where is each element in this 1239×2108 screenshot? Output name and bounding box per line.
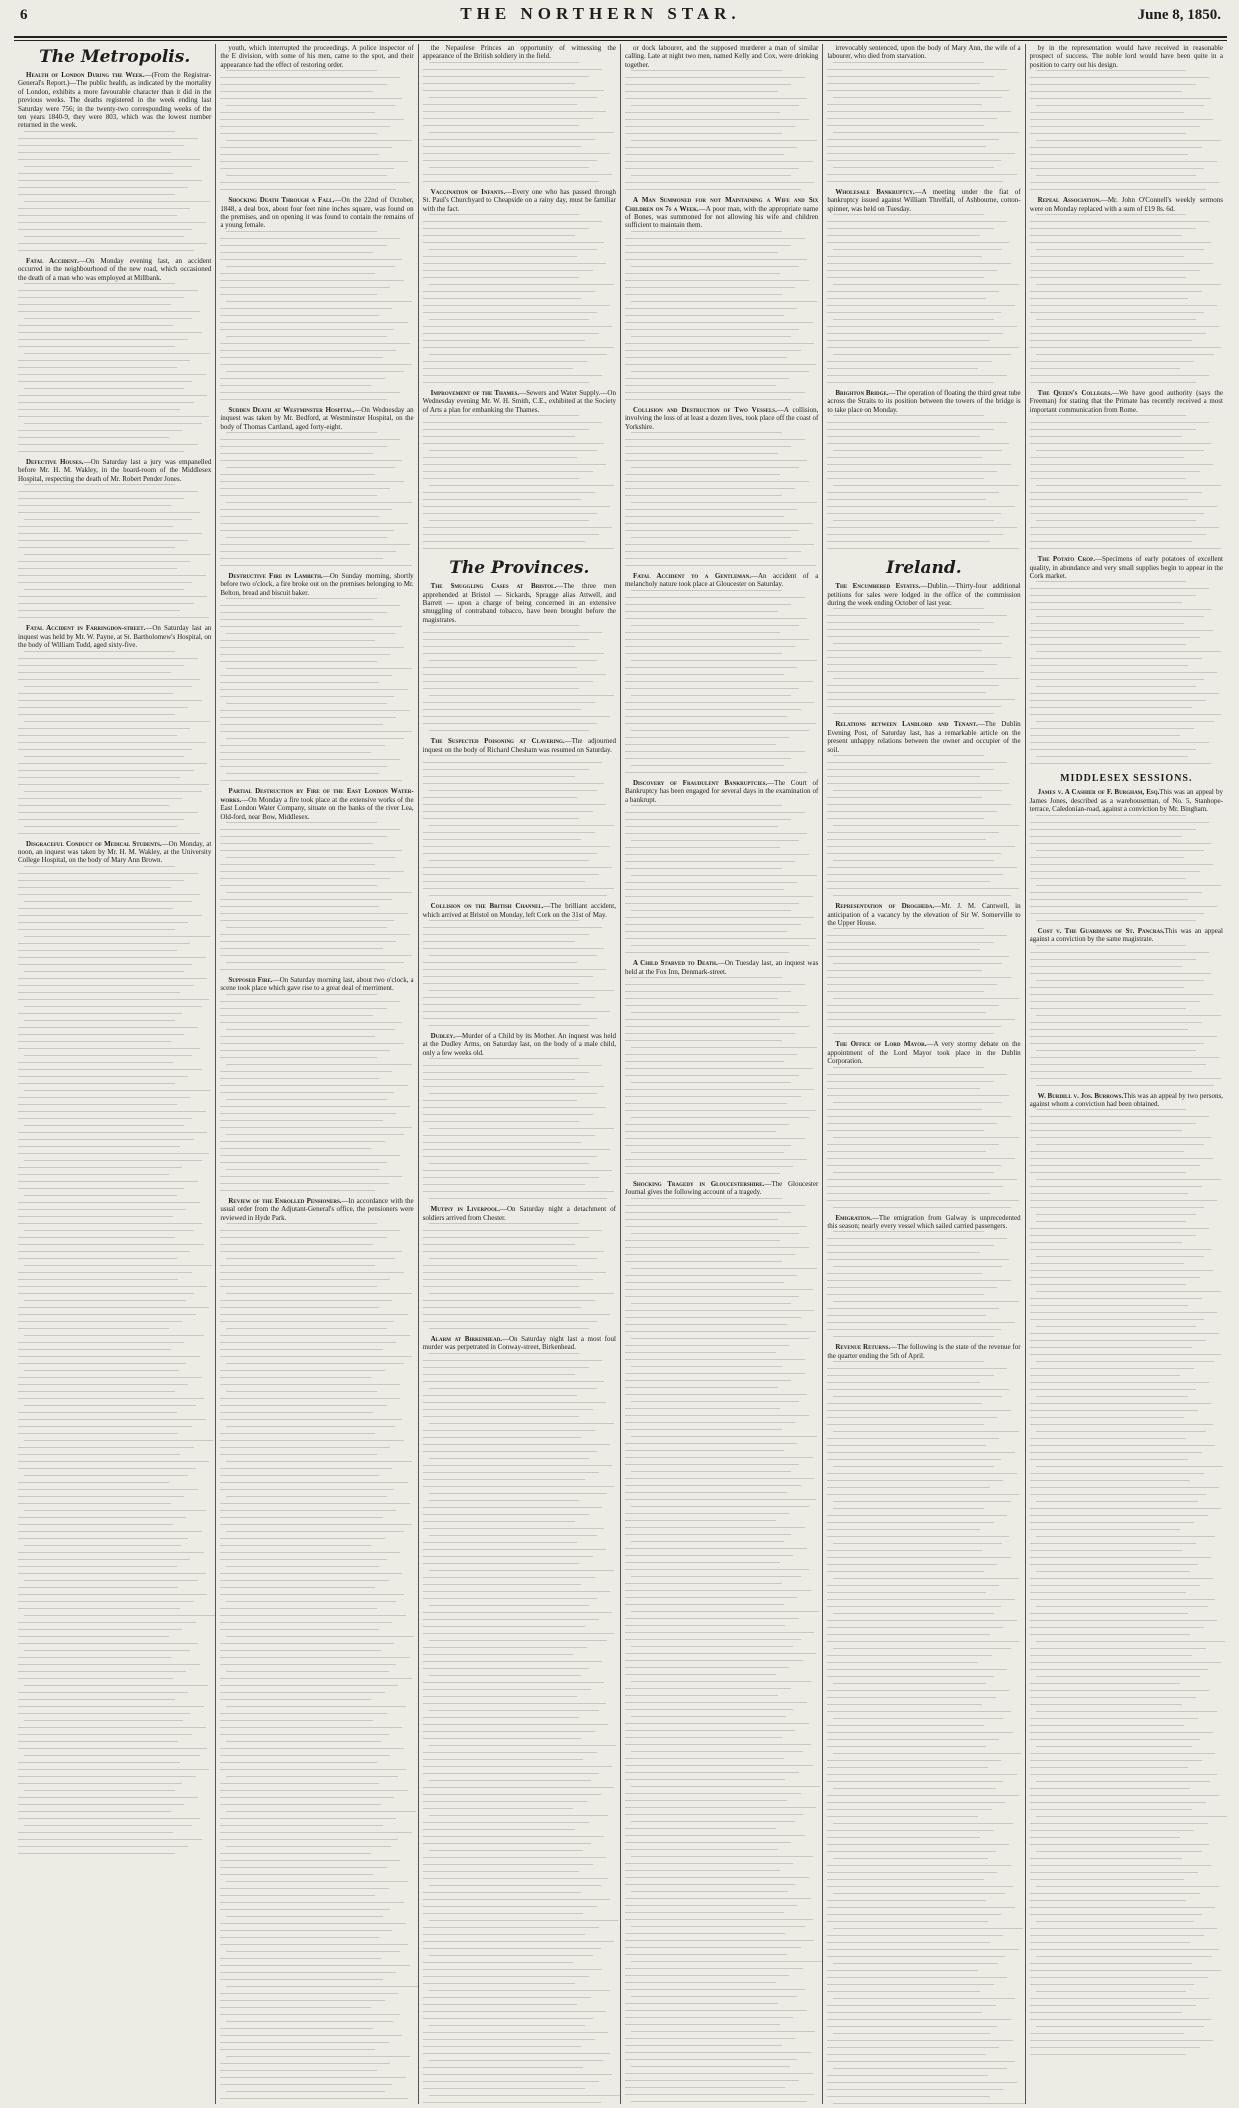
article-lead: Fatal Accident. — [26, 256, 79, 265]
article-paragraph: Collision and Destruction of Two Vessels.—A collision, involving the loss of at least a dozen lives, took place off the coast of Yorkshire. — [624, 405, 819, 431]
article-paragraph: Fatal Accident in Farringdon-street.—On Saturday last an inquest was held by Mr. W. Payne, at St. Bartholomew's Hospital, on the body of William Todd, aged sixty-five. — [18, 624, 212, 650]
column-text-filler — [1030, 581, 1223, 770]
article-paragraph: Health of London During the Week.—(From the Registrar-General's Report.)—The public health, as indicated by the mortality of London, exhibits a more favourable character than it did in the previous weeks. The deaths registered in the week ending last Saturday were 756; in the twenty-two corresponding weeks of the ten years 1840-9, they were 803, which was the lowest number returned in the week. — [18, 71, 212, 130]
article-lead: Collision on the British Channel. — [430, 902, 544, 911]
article-lead: Mutiny in Liverpool. — [430, 1205, 500, 1214]
article-paragraph: Defective Houses.—On Saturday last a jury was empanelled before Mr. H. M. Wakley, in the board-room of the Middlesex Hospital, respecting the death of Mr. Robert Pender Jones. — [18, 458, 212, 483]
article-lead: Shocking Tragedy in Gloucestershire. — [632, 1179, 765, 1188]
newspaper-title: THE NORTHERN STAR. — [460, 4, 741, 23]
column-text-filler — [18, 131, 211, 257]
column-text-filler — [220, 1223, 413, 1391]
article-paragraph: Representation of Drogheda.—Mr. J. M. Cantwell, in anticipation of a vacancy by the elevation of Sir W. Somerville to the Upper House. — [827, 902, 1021, 927]
article-paragraph: James v. A Cashier of F. Burgham, Esq.This was an appeal by James Jones, described as a warehouseman, of No. 5, Stanhope-terrace, Caledonian-road, against a conviction by Mr. Bingham. — [1029, 788, 1223, 814]
page-number: 6 — [20, 7, 28, 23]
column-text-filler — [827, 608, 1020, 720]
issue-date: June 8, 1850. — [1137, 7, 1221, 23]
article-paragraph: by in the representation would have received in reasonable prospect of success. The noble lord would have been quite in a position to carry out his design. — [1029, 44, 1223, 69]
article-lead: The Suspected Poisoning at Clavering. — [430, 737, 565, 746]
column-container — [14, 44, 1227, 2104]
column-text-filler — [18, 484, 211, 624]
article-paragraph: Partial Destruction by Fire of the East London Water-works.—On Monday a fire took place at the extensive works of the East London Water Company, situate on the banks of the river Lea, Old-ford, near Bow, Middlesex. — [220, 787, 414, 821]
article-paragraph: A Man Summoned for not Maintaining a Wife and Six Children on 7s a Week.—A poor man, with the appropriate name of Bones, was summoned for not allowing his wife and children sufficient to maintain them. — [624, 196, 819, 230]
column-text-filler — [18, 1020, 211, 1860]
article-lead: Supposed Fire. — [228, 975, 273, 984]
article-paragraph: Dudley.—Murder of a Child by its Mother. An inquest was held at the Dudley Arms, on Saturday last, on the body of a male child, only a few weeks old. — [422, 1031, 616, 1057]
column-text-filler — [423, 62, 616, 188]
masthead — [14, 4, 1227, 38]
article-lead: Sudden Death at Westminster Hospital. — [228, 405, 355, 414]
article-paragraph: The Encumbered Estates.—Dublin.—Thirty-four additional petitions for sales were lodged in the office of the commission during the week ending October of last year. — [827, 582, 1021, 608]
column-text-filler — [423, 920, 616, 1032]
article-paragraph: Relations between Landlord and Tenant.—The Dublin Evening Post, of Saturday last, has a remarkable article on the present unhappy relations between the owner and occupier of the soil. — [827, 720, 1021, 754]
article-lead: Fatal Accident to a Gentleman. — [632, 572, 751, 581]
column-text-filler — [625, 70, 818, 196]
column-text-filler — [1030, 815, 1223, 927]
column-text-filler — [827, 755, 1020, 902]
column-text-filler — [423, 1500, 616, 2104]
column-text-filler — [1030, 1221, 1223, 2061]
article-paragraph: irrevocably sentenced, upon the body of Mary Ann, the wife of a labourer, who died from starvation. — [827, 44, 1021, 61]
column-text-filler — [625, 1366, 818, 2104]
article-paragraph: Fatal Accident to a Gentleman.—An accident of a melancholy nature took place at Gloucester on Saturday. — [624, 572, 819, 589]
column-text-filler — [827, 1361, 1020, 1508]
article-paragraph: Sudden Death at Westminster Hospital.—On Wednesday an inquest was taken by Mr. Bedford, at Westminster Hospital, on the body of Thomas Cartland, aged forty-eight. — [220, 405, 414, 431]
column-text-filler — [220, 598, 413, 787]
article-lead: Partial Destruction by Fire of the East London Water-works. — [220, 787, 414, 804]
article-paragraph: The Suspected Poisoning at Clavering.—The adjourned inquest on the body of Richard Chesham was resumed on Saturday. — [422, 737, 616, 754]
column-text-filler — [423, 214, 616, 389]
column-text-filler — [423, 415, 616, 555]
article-lead: Alarm at Birkenhead. — [430, 1334, 502, 1343]
column-text-filler — [18, 651, 211, 840]
column-text-filler — [220, 231, 413, 406]
article-lead: Health of London During the Week. — [26, 71, 145, 79]
article-paragraph: The Smuggling Cases at Bristol.—The three men apprehended at Bristol — Sickards, Spragge alias Attwell, and Barrett — upon a charge of being concerned in an extensive smuggling of contraband tobacco, have been brought before the magistrates. — [422, 582, 616, 624]
column-4 — [621, 44, 823, 2104]
column-text-filler — [220, 994, 413, 1197]
column-text-filler — [827, 415, 1020, 555]
column-text-filler — [625, 977, 818, 1180]
column-text-filler — [423, 755, 616, 902]
column-3 — [419, 44, 621, 2104]
article-paragraph: Destructive Fire in Lambeth.—On Sunday morning, shortly before two o'clock, a fire broke out on the premises belonging to Mr. Belton, bread and biscuit baker. — [220, 572, 414, 597]
column-1 — [14, 44, 216, 2104]
article-lead: James v. A Cashier of F. Burgham, Esq. — [1037, 788, 1160, 797]
article-lead: Shocking Death Through a Fall. — [228, 196, 335, 205]
column-text-filler — [827, 1231, 1020, 1343]
article-paragraph: Repeal Association.—Mr. John O'Connell's weekly sermons were on Monday replaced with a sum of £19 8s. 6d. — [1029, 196, 1223, 213]
article-paragraph: Fatal Accident.—On Monday evening last, an accident occurred in the neighbourhood of the new road, which occasioned the death of a man who was employed at Millbank. — [18, 256, 212, 282]
article-paragraph: The Queen's Colleges.—We have good authority (says the Freeman) for stating that the Primate has recently received a most important communication from Rome. — [1029, 389, 1223, 414]
article-lead: W. Burdill v. Jos. Burrows. — [1037, 1091, 1124, 1100]
article-lead: The Smuggling Cases at Bristol. — [430, 582, 557, 591]
article-lead: Dudley. — [430, 1031, 455, 1040]
article-lead: Brighton Bridge. — [835, 389, 889, 398]
article-lead: Destructive Fire in Lambeth. — [228, 572, 323, 581]
article-paragraph: Disgraceful Conduct of Medical Students.—On Monday, at noon, an inquest was taken by Mr. H. M. Wakley, at the University College Hospital, on the body of Mary Ann Brown. — [18, 839, 212, 865]
article-lead: Representation of Drogheda. — [835, 902, 935, 911]
article-paragraph: Mutiny in Liverpool.—On Saturday night a detachment of soldiers arrived from Chester. — [422, 1205, 616, 1222]
column-text-filler — [827, 214, 1020, 389]
article-lead: The Office of Lord Mayor. — [835, 1040, 927, 1049]
article-lead: The Encumbered Estates. — [835, 582, 921, 591]
column-text-filler — [1030, 945, 1223, 1092]
article-lead: Disgraceful Conduct of Medical Students. — [26, 839, 162, 848]
column-text-filler — [220, 822, 413, 976]
article-paragraph: or dock labourer, and the supposed murderer a man of similar calling. Late at night two men, named Kelly and Cox, were drinking together. — [624, 44, 819, 69]
article-paragraph: The Potato Crop.—Specimens of early potatoes of excellent quality, in abundance and very small supplies begin to appear in the Cork market. — [1029, 555, 1223, 581]
article-lead: Collision and Destruction of Two Vessels. — [632, 405, 777, 414]
article-lead: Emigration. — [835, 1213, 872, 1222]
column-text-filler — [423, 1223, 616, 1335]
article-paragraph: Improvement of the Thames.—Sewers and Water Supply.—On Wednesday evening Mr. W. H. Smith, C.E., exhibited at the Society of Arts a plan for embanking the Thames. — [422, 389, 616, 414]
column-text-filler — [220, 432, 413, 572]
column-text-filler — [18, 866, 211, 1020]
article-paragraph: Cost v. The Guardians of St. Pancras.This was an appeal against a conviction by the same magistrate. — [1029, 926, 1223, 944]
column-text-filler — [827, 1067, 1020, 1214]
column-text-filler — [423, 1353, 616, 1500]
article-paragraph: A Child Starved to Death.—On Tuesday last, an inquest was held at the Fox Inn, Denmark-street. — [624, 959, 819, 976]
article-paragraph: Emigration.—The emigration from Galway is unprecedented this season; nearly every vessel which sailed carried passengers. — [827, 1213, 1021, 1230]
article-lead: Discovery of Fraudulent Bankruptcies. — [632, 778, 768, 787]
column-text-filler — [827, 1508, 1020, 2104]
column-text-filler — [1030, 214, 1223, 389]
section-heading: The Provinces. — [449, 558, 590, 579]
column-text-filler — [1030, 70, 1223, 196]
article-paragraph: Revenue Returns.—The following is the state of the revenue for the quarter ending the 5th of April. — [827, 1343, 1021, 1360]
column-text-filler — [625, 805, 818, 959]
article-lead: Defective Houses. — [26, 458, 84, 467]
column-text-filler — [625, 1198, 818, 1366]
column-6 — [1026, 44, 1227, 2104]
article-lead: Cost v. The Guardians of St. Pancras. — [1037, 926, 1165, 935]
column-text-filler — [423, 1058, 616, 1205]
section-heading: The Metropolis. — [39, 47, 191, 67]
article-paragraph: W. Burdill v. Jos. Burrows.This was an appeal by two persons, against whom a conviction had been obtained. — [1029, 1091, 1223, 1108]
masthead-rule — [14, 40, 1227, 41]
article-lead: The Queen's Colleges. — [1037, 389, 1113, 398]
column-text-filler — [827, 928, 1020, 1040]
column-text-filler — [220, 70, 413, 196]
column-2 — [216, 44, 418, 2104]
column-text-filler — [1030, 415, 1223, 555]
article-paragraph: youth, which interrupted the proceedings. A police inspector of the E division, with some of his men, came to the spot, and their appearance had the effect of restoring order. — [220, 44, 414, 69]
article-lead: Vaccination of Infants. — [430, 187, 506, 196]
column-text-filler — [625, 432, 818, 572]
column-5 — [823, 44, 1025, 2104]
column-text-filler — [220, 1391, 413, 2104]
section-heading: MIDDLESEX SESSIONS. — [1060, 773, 1193, 785]
article-lead: Wholesale Bankruptcy. — [835, 187, 915, 196]
article-lead: Improvement of the Thames. — [430, 389, 520, 398]
article-lead: Review of the Enrolled Pensioners. — [228, 1196, 342, 1205]
column-text-filler — [18, 283, 211, 458]
article-paragraph: Collision on the British Channel.—The brilliant accident, which arrived at Bristol on Monday, left Cork on the 31st of May. — [422, 902, 616, 919]
column-text-filler — [827, 62, 1020, 188]
column-text-filler — [625, 590, 818, 779]
article-lead: Relations between Landlord and Tenant. — [835, 720, 978, 729]
column-text-filler — [625, 231, 818, 406]
article-lead: Fatal Accident in Farringdon-street. — [26, 624, 146, 633]
article-paragraph: Vaccination of Infants.—Every one who has passed through St. Paul's Churchyard to Cheapside on a rainy day, must be familiar with the fact. — [422, 187, 616, 213]
section-heading: Ireland. — [886, 558, 962, 579]
article-paragraph: Review of the Enrolled Pensioners.—In accordance with the usual order from the Adjutant-General's office, the pensioners were reviewed in Hyde Park. — [220, 1196, 414, 1222]
article-lead: A Child Starved to Death. — [632, 959, 718, 968]
article-lead: A Man Summoned for not Maintaining a Wife and Six Children on 7s a Week. — [624, 196, 819, 213]
article-paragraph: Shocking Death Through a Fall.—On the 22nd of October, 1848, a deal box, about four feet nine inches square, was found on the premises, and on opening it was found to contain the remains of a young female. — [220, 196, 414, 230]
article-paragraph: Discovery of Fraudulent Bankruptcies.—The Court of Bankruptcy has been engaged for several days in the examination of a bankrupt. — [624, 778, 819, 804]
article-paragraph: Shocking Tragedy in Gloucestershire.—The Gloucester Journal gives the following account of a tragedy. — [624, 1179, 819, 1197]
article-lead: Revenue Returns. — [835, 1343, 891, 1352]
article-paragraph: Alarm at Birkenhead.—On Saturday night last a most foul murder was perpetrated in Conway-street, Birkenhead. — [422, 1334, 616, 1352]
column-text-filler — [1030, 1109, 1223, 1221]
article-lead: The Potato Crop. — [1037, 555, 1095, 564]
article-paragraph: the Nepaulese Princes an opportunity of witnessing the appearance of the British soldiery in the field. — [422, 44, 616, 61]
column-text-filler — [423, 625, 616, 737]
article-paragraph: Wholesale Bankruptcy.—A meeting under the fiat of bankruptcy issued against William Threlfall, of Ashbourne, cotton-spinner, was held on Tuesday. — [827, 187, 1021, 213]
article-paragraph: The Office of Lord Mayor.—A very stormy debate on the appointment of the Lord Mayor took place in the Dublin Corporation. — [827, 1040, 1021, 1066]
article-lead: Repeal Association. — [1037, 196, 1101, 205]
article-paragraph: Supposed Fire.—On Saturday morning last, about two o'clock, a scene took place which gave rise to a great deal of merriment. — [220, 975, 414, 993]
article-paragraph: Brighton Bridge.—The operation of floating the third great tube across the Straits to its position between the towers of the bridge is to take place on Monday. — [827, 389, 1021, 414]
